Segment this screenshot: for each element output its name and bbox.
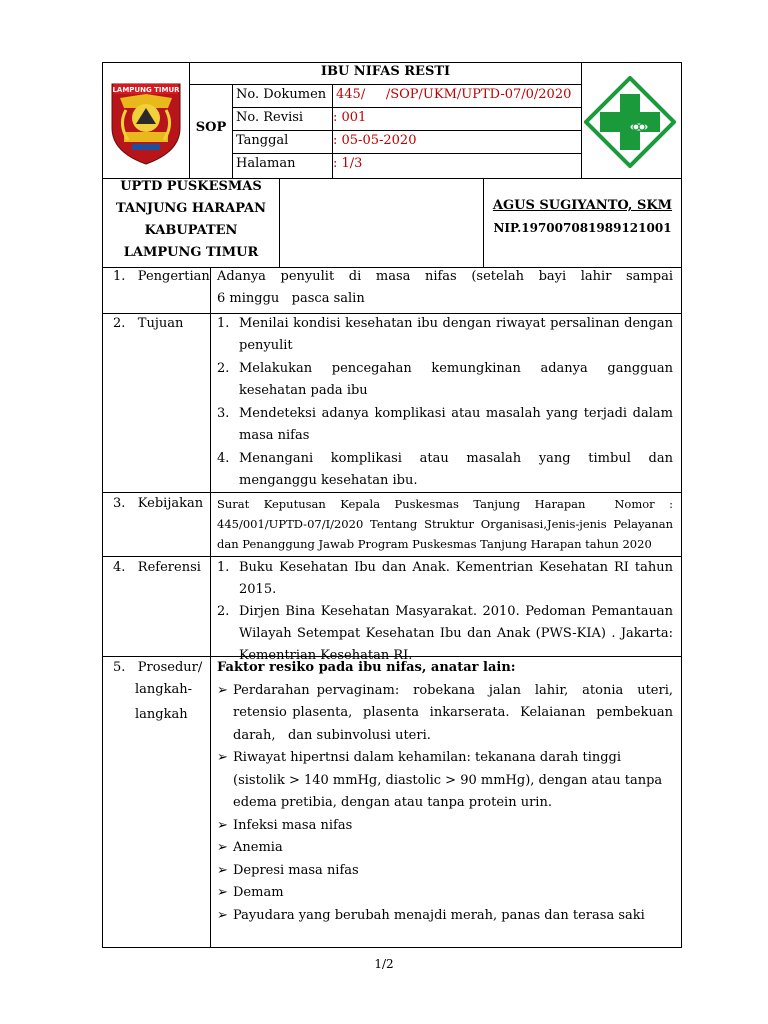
blank-cell [279,178,484,268]
section-label-prosedur-2: langkah- [135,682,192,697]
list-item: 3. Mendeteksi adanya komplikasi atau masalah yang terjadi dalam masa nifas [217,403,673,447]
page-value-cell [332,153,582,179]
list-item-text: Riwayat hipertnsi dalam kehamilan: tekanana darah tinggi (sistolik > 140 mmHg, diastolic > 90 mmHg), dengan atau tanpa edema pretibia, dengan atau tanpa protein urin. [233,750,663,810]
list-item-text: Buku Kesehatan Ibu dan Anak. Kementrian Kesehatan RI tahun 2015. [239,560,673,597]
doc-number-label: No. Dokumen [236,87,327,102]
rev-value-cell [332,107,582,131]
org-line-1: UPTD PUSKESMAS [120,179,262,194]
list-item-text: Menangani komplikasi atau masalah yang timbul dan menganggu kesehatan ibu. [239,451,673,488]
org-line-3: KABUPATEN [144,223,238,238]
section-label-tujuan: 2. Tujuan [113,316,184,331]
list-item: 1. Buku Kesehatan Ibu dan Anak. Kementrian Kesehatan RI tahun 2015. [217,557,673,601]
list-item: 2. Melakukan pencegahan kemungkinan adanya gangguan kesehatan pada ibu [217,358,673,402]
section-label-pengertian: 1. Pengertian [113,269,210,284]
pengertian-text: Adanya penyulit di masa nifas (setelah bayi lahir sampai 6 minggu pasca salin [217,269,686,306]
page-count-value: : 1/3 [333,156,363,171]
list-item-text: Anemia [233,840,283,855]
list-item: ➢ Anemia [217,837,673,860]
list-item: ➢ Demam [217,882,673,905]
list-item-text: Demam [233,885,284,900]
list-item-text: Melakukan pencegahan kemungkinan adanya gangguan kesehatan pada ibu [239,361,673,398]
revision-value: : 001 [333,110,367,125]
org-line-4: LAMPUNG TIMUR [123,245,259,260]
prosedur-heading: Faktor resiko pada ibu nifas, anatar lain: [217,660,516,675]
revision-label: No. Revisi [236,110,304,125]
sop-label: SOP [195,120,227,135]
referensi-list [217,557,673,667]
list-item: ➢ Perdarahan pervaginam: robekana jalan lahir, atonia uteri, retensio plasenta, plasenta inkarserata. Kelaianan pembekuan darah, dan subinvolusi uteri. [217,680,673,748]
list-item-text: Dirjen Bina Kesehatan Masyarakat. 2010. Pedoman Pemantauan Wilayah Setempat Kesehatan Ibu dan Anak (PWS-KIA) . Jakarta: Kementrian Kesehatan RI. [239,604,673,663]
list-item-text: Depresi masa nifas [233,862,359,878]
date-value: : 05-05-2020 [333,133,417,148]
page-count-label: Halaman [236,156,296,171]
list-item-text: Payudara yang berubah menajdi merah, panas dan terasa saki [233,907,645,923]
label-column-divider [210,267,211,948]
kebijakan-text: Surat Keputusan Kepala Puskesmas Tanjung Harapan Nomor : 445/001/UPTD-07/I/2020 Tentang Struktur Organisasi,Jenis-jenis Pelayanan dan Penanggung Jawab Program Puskesmas Tanjung Harapan tahun 2020 [217,497,677,551]
list-item-text: Perdarahan pervaginam: robekana jalan lahir, atonia uteri, retensio plasenta, plasenta inkarserata. Kelaianan pembekuan darah, dan subinvolusi uteri. [233,682,678,743]
list-item: 2. Dirjen Bina Kesehatan Masyarakat. 2010. Pedoman Pemantauan Wilayah Setempat Kesehatan Ibu dan Anak (PWS-KIA) . Jakarta: Kementrian Kesehatan RI. [217,601,673,667]
list-item-text: Mendeteksi adanya komplikasi atau masalah yang terjadi dalam masa nifas [239,406,673,443]
list-item: 4. Menangani komplikasi atau masalah yang timbul dan menganggu kesehatan ibu. [217,448,673,492]
section-label-prosedur-3: langkah [135,707,188,722]
section-label-referensi: 4. Referensi [113,560,201,575]
regency-logo [106,80,186,166]
signer-nip: NIP.197007081989121001 [493,221,672,235]
list-item: 1. Menilai kondisi kesehatan ibu dengan riwayat persalinan dengan penyulit [217,313,673,357]
tujuan-list [217,313,673,492]
section-label-prosedur: 5. Prosedur/ [113,660,203,675]
signer-name: AGUS SUGIYANTO, SKM [492,198,673,213]
list-item-text: Menilai kondisi kesehatan ibu dengan riwayat persalinan dengan penyulit [239,316,673,353]
list-item: ➢ Payudara yang berubah menajdi merah, panas dan terasa saki [217,905,673,928]
org-line-2: TANJUNG HARAPAN [116,201,266,216]
doc-number-value: 445/ /SOP/UKM/UPTD-07/0/2020 [336,87,572,102]
section-label-kebijakan: 3. Kebijakan [113,496,204,511]
date-label: Tanggal [236,133,289,148]
list-item: ➢ Infeksi masa nifas [217,815,673,838]
prosedur-content [217,657,678,927]
puskesmas-logo [584,76,676,168]
page-title: IBU NIFAS RESTI [320,64,451,79]
list-item: ➢ Riwayat hipertnsi dalam kehamilan: tekanana darah tinggi (sistolik > 140 mmHg, diastolic > 90 mmHg), dengan atau tanpa edema pretibia, dengan atau tanpa protein urin. [217,747,673,815]
list-item: ➢ Depresi masa nifas [217,860,673,883]
list-item-text: Infeksi masa nifas [233,817,353,833]
page-number: 1/2 [374,957,394,971]
logo-label: LAMPUNG TIMUR [112,86,180,94]
